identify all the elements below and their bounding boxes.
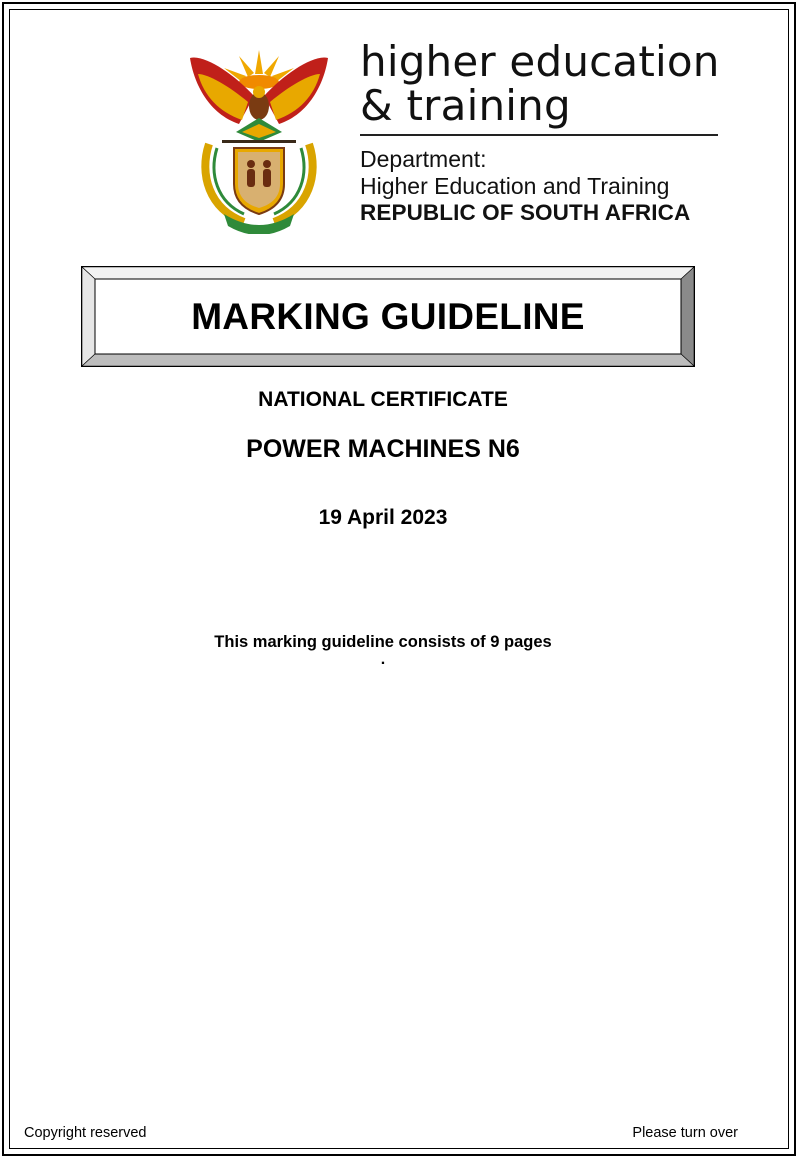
exam-date: 19 April 2023 — [318, 506, 448, 529]
coat-of-arms-logo — [184, 44, 334, 234]
footer-turn-over: Please turn over — [632, 1125, 738, 1141]
country-name: REPUBLIC OF SOUTH AFRICA — [360, 200, 691, 225]
department-wordmark — [360, 37, 725, 226]
title-frame — [81, 266, 695, 367]
coat-of-arms-icon — [184, 44, 334, 234]
trailing-mark: . — [380, 651, 386, 668]
page-count-note: This marking guideline consists of 9 pages — [214, 633, 552, 651]
department-name: Higher Education and Training — [360, 173, 670, 199]
subject-heading: POWER MACHINES N6 — [246, 435, 520, 463]
wordmark-line2: & training — [360, 81, 571, 130]
wordmark-line1: higher education — [360, 37, 720, 86]
document-title: MARKING GUIDELINE — [191, 295, 585, 337]
footer-copyright: Copyright reserved — [24, 1125, 147, 1141]
wordmark-divider — [360, 134, 718, 136]
department-label: Department: — [360, 146, 487, 172]
certificate-heading: NATIONAL CERTIFICATE — [258, 388, 508, 411]
